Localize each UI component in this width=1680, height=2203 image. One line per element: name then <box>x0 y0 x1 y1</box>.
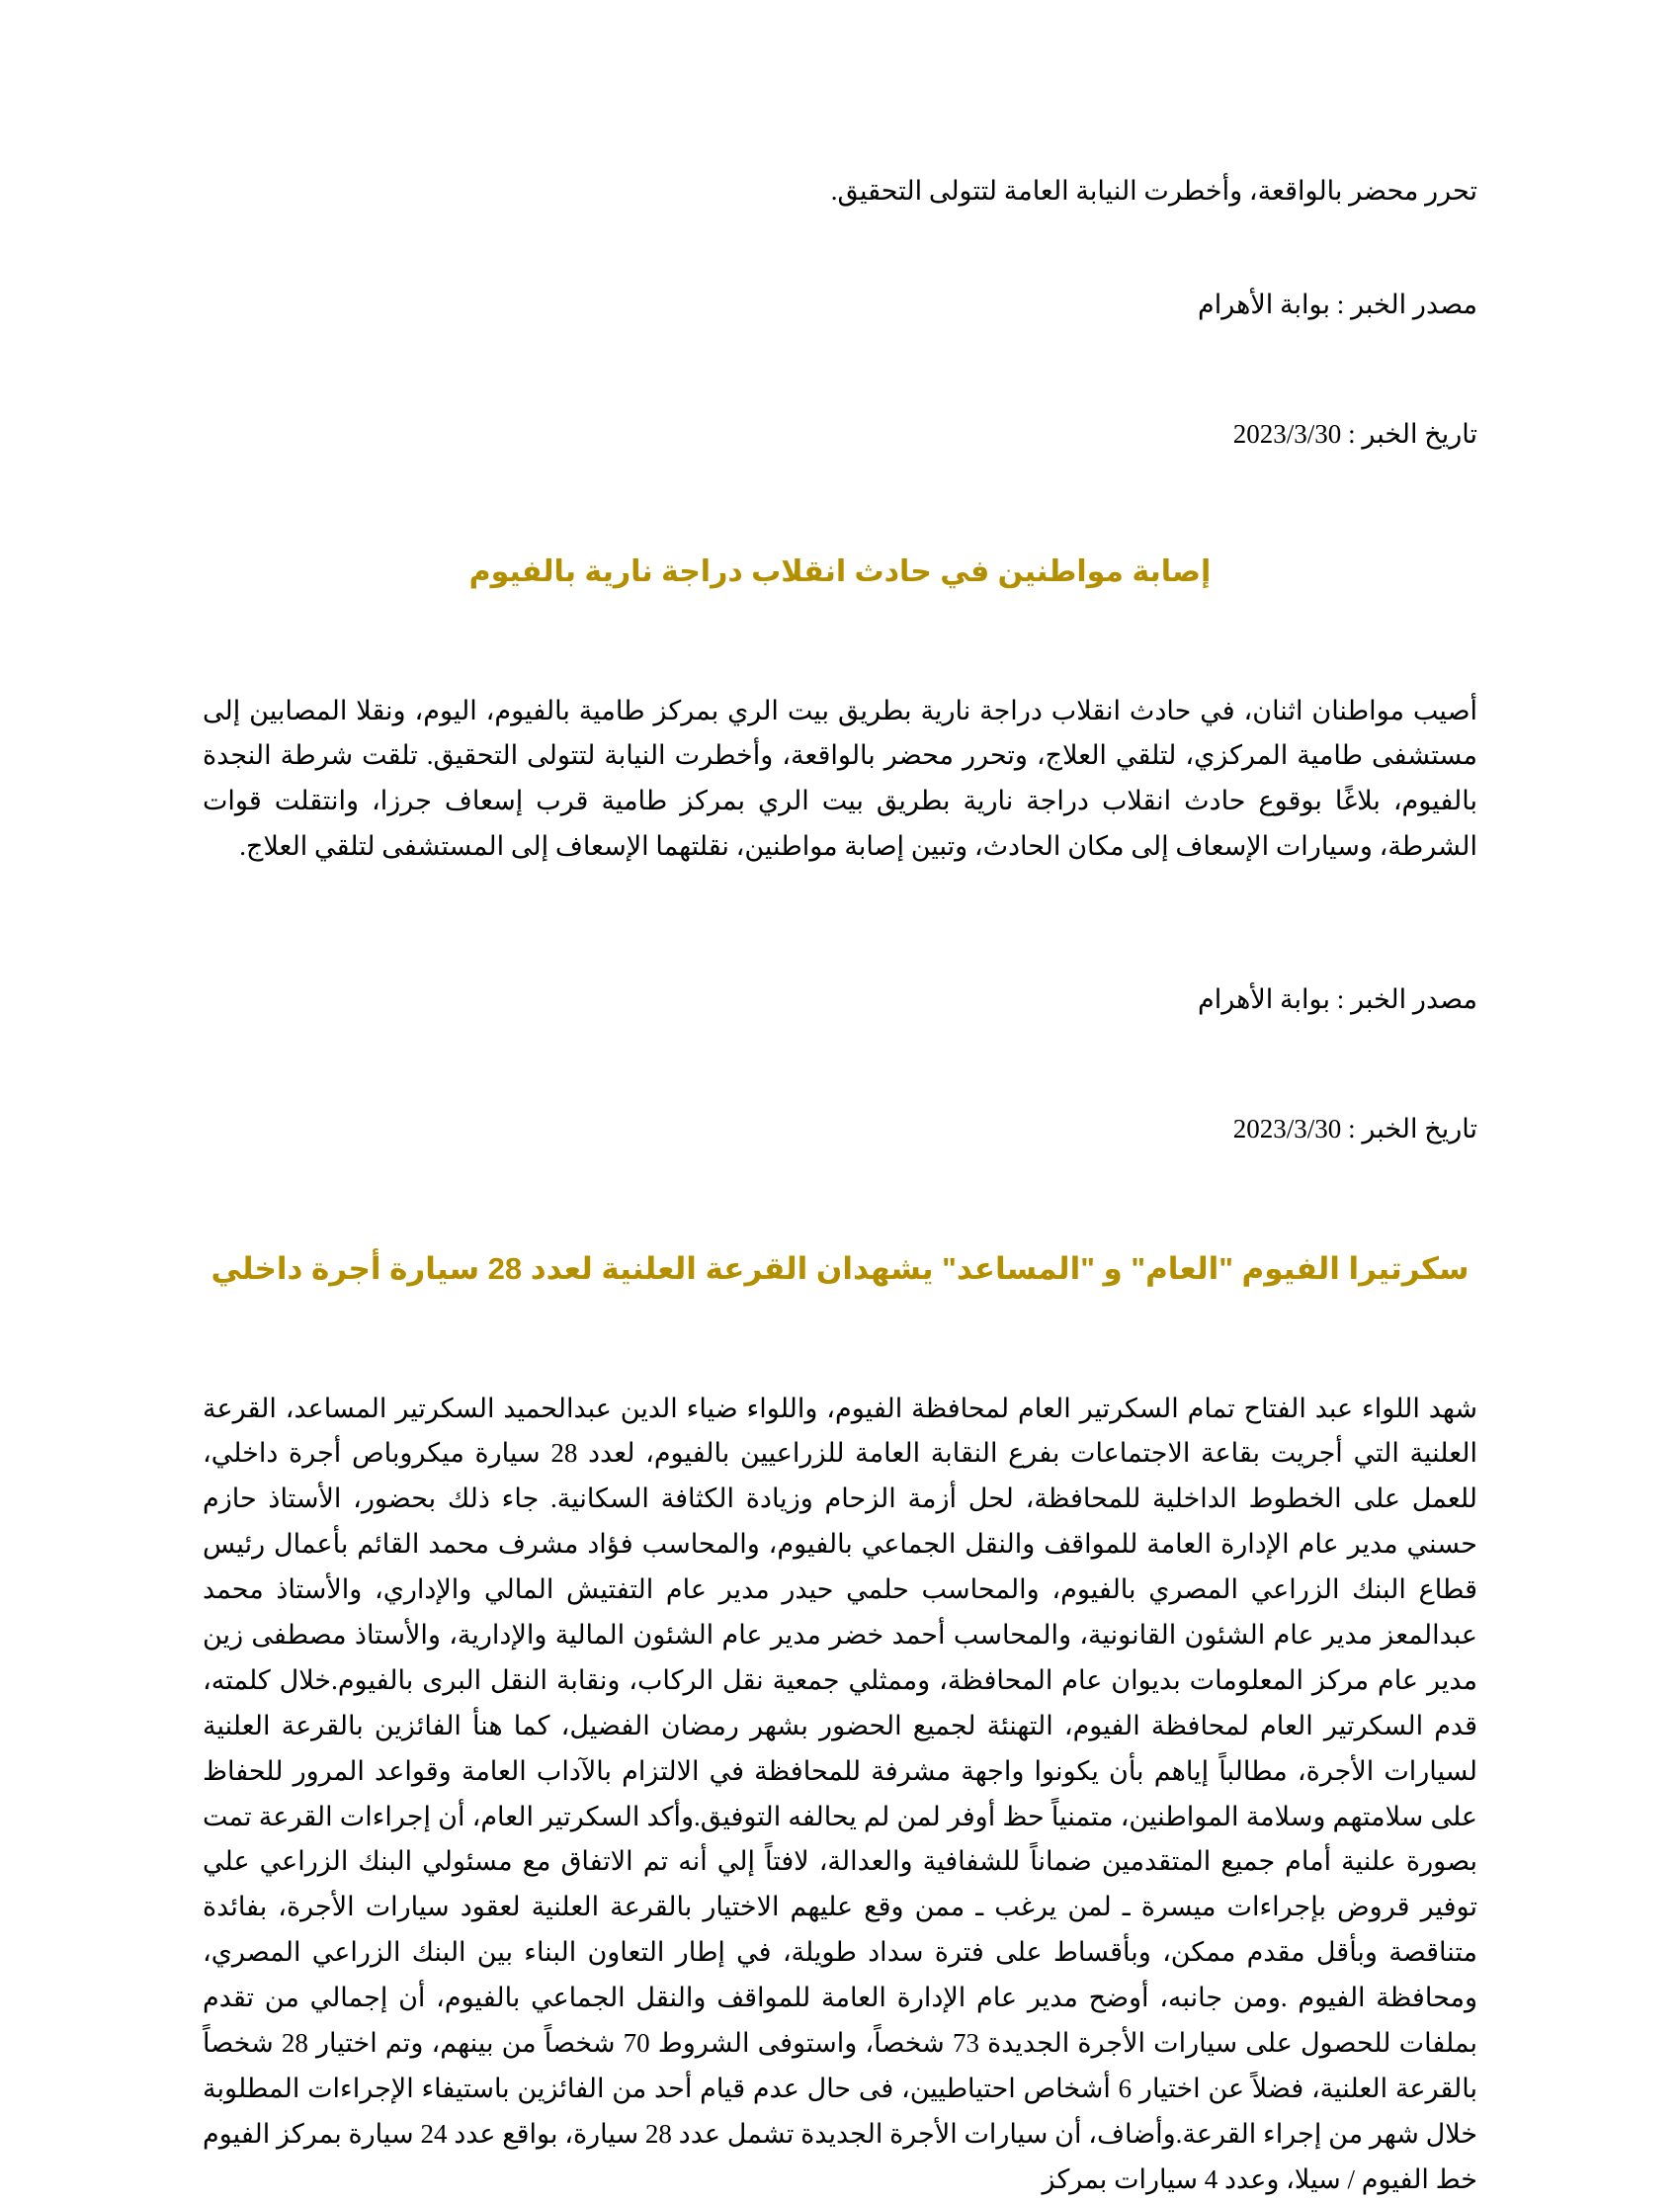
article-2-headline: إصابة مواطنين في حادث انقلاب دراجة نارية بالفيوم <box>468 555 1212 589</box>
spacer <box>203 1050 1477 1079</box>
article-2-date: تاريخ الخبر : 2023/3/30 <box>1232 1113 1477 1144</box>
article-1-source: مصدر الخبر : بوابة الأهرام <box>1198 290 1477 320</box>
article-2-source: مصدر الخبر : بوابة الأهرام <box>1198 984 1477 1015</box>
spacer <box>203 1178 1477 1220</box>
spacer <box>203 621 1477 662</box>
spacer <box>203 483 1477 525</box>
article-1-date: تاريخ الخبر : 2023/3/30 <box>1232 418 1477 449</box>
article-3-headline: سكرتيرا الفيوم "العام" و "المساعد" يشهدان القرعة العلنية لعدد 28 سيارة أجرة داخلي <box>210 1250 1470 1286</box>
spacer <box>203 355 1477 384</box>
article-3-body: شهد اللواء عبد الفتاح تمام السكرتير العام لمحافظة الفيوم، واللواء ضياء الدين عبدالحميد السكرتير المساعد، القرعة العلنية التي أجريت بقاعة الاجتماعات بفرع النقابة العامة للزراعيين بالفيوم، لعدد 28 سيارة ميكروباص أجرة داخلي، للعمل على الخطوط الداخلية للمحافظة، لحل أزمة الزحام وزيادة الكثافة السكانية. جاء ذلك بحضور، الأستاذ حازم حسني مدير عام الإدارة العامة للمواقف والنقل الجماعي بالفيوم، والمحاسب فؤاد مشرف محمد القائم بأعمال رئيس قطاع البنك الزراعي المصري بالفيوم، والمحاسب حلمي حيدر مدير عام التفتيش المالي والإداري، والأستاذ محمد عبدالمعز مدير عام الشئون القانونية، والمحاسب أحمد خضر مدير عام الشئون المالية والإدارية، والأستاذ مصطفى زين مدير عام مركز المعلومات بديوان عام المحافظة، وممثلي جمعية نقل الركاب، ونقابة النقل البرى بالفيوم.خلال كلمته، قدم السكرتير العام لمحافظة الفيوم، التهنئة لجميع الحضور بشهر رمضان الفضيل، كما هنأ الفائزين بالقرعة العلنية لسيارات الأجرة، مطالباً إياهم بأن يكونوا واجهة مشرفة للمحافظة في الالتزام بالآداب العامة وقواعد المرور للحفاظ على سلامتهم وسلامة المواطنين، متمنياً حظ أوفر لمن لم يحالفه التوفيق.وأكد السكرتير العام، أن إجراءات القرعة تمت بصورة علنية أمام جميع المتقدمين ضماناً للشفافية والعدالة، لافتاً إلي أنه تم الاتفاق مع مسئولي البنك الزراعي علي توفير قروض بإجراءات ميسرة ـ لمن يرغب ـ ممن وقع عليهم الاختيار بالقرعة العلنية لعقود سيارات الأجرة، بفائدة متناقصة وبأقل مقدم ممكن، وبأقساط على فترة سداد طويلة، في إطار التعاون البناء بين البنك الزراعي المصري، ومحافظة الفيوم .ومن جانبه، أوضح مدير عام الإدارة العامة للمواقف والنقل الجماعي بالفيوم، أن إجمالي من تقدم بملفات للحصول على سيارات الأجرة الجديدة 73 شخصاً، واستوفى الشروط 70 شخصاً من بينهم، وتم اختيار 28 شخصاً بالقرعة العلنية، فضلاً عن اختيار 6 أشخاص احتياطيين، فى حال عدم قيام أحد من الفائزين باستيفاء الإجراءات المطلوبة خلال شهر من إجراء القرعة.وأضاف، أن سيارات الأجرة الجديدة تشمل عدد 28 سيارة، بواقع عدد 24 سيارة بمركز الفيوم خط الفيوم / سيلا، وعدد 4 سيارات بمركز <box>203 1393 1478 2194</box>
spacer <box>203 896 1477 950</box>
article-1-tail-paragraph: تحرر محضر بالواقعة، وأخطرت النيابة العامة لتتولى التحقيق. <box>830 176 1477 206</box>
article-2-body: أصيب مواطنان اثنان، في حادث انقلاب دراجة نارية بطريق بيت الري بمركز طامية بالفيوم، اليوم، ونقلا المصابين إلى مستشفى طامية المركزي، لتلقي العلاج، وتحرر محضر بالواقعة، وأخطرت النيابة لتتولى التحقيق. تلقت شرطة النجدة بالفيوم، بلاغًا بوقوع حادث انقلاب دراجة نارية بطريق بيت الري بمركز طامية قرب إسعاف جرزا، وانتقلت قوات الشرطة، وسيارات الإسعاف إلى مكان الحادث، وتبين إصابة مواطنين، نقلتهما الإسعاف إلى المستشفى لتلقي العلاج. <box>203 695 1477 862</box>
spacer <box>203 213 1477 255</box>
spacer <box>203 1318 1477 1360</box>
